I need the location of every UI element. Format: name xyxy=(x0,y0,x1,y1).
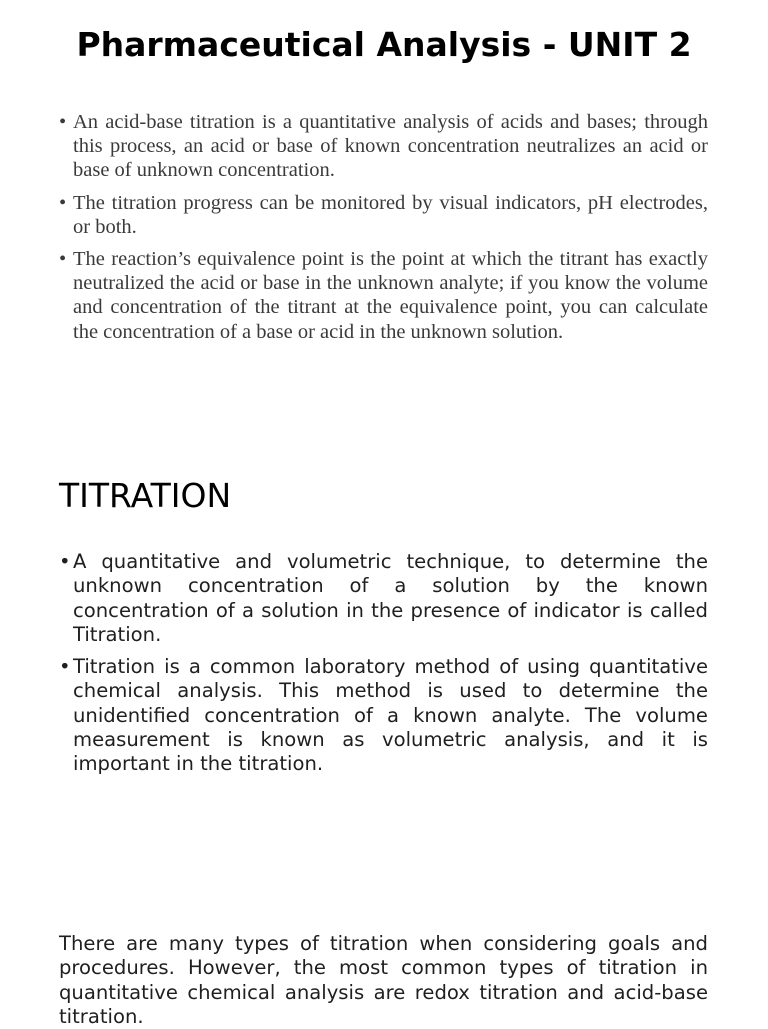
page-title: Pharmaceutical Analysis - UNIT 2 xyxy=(76,25,692,64)
titration-bullet-item: • A quantitative and volumetric technique, to determine the unknown concentration of a solution by the known concentration of a solution in the presence of indicator is called Titration. xyxy=(59,550,708,647)
titration-bullet-item: • Titration is a common laboratory method of using quantitative chemical analysis. This method is used to determine the unidentified concentration of a known analyte. The volume measurement is known as volumetric analysis, and it is important in the titration. xyxy=(59,655,708,776)
intro-bullet-item: • The titration progress can be monitored by visual indicators, pH electrodes, or both. xyxy=(59,191,708,239)
intro-bullet-item: • The reaction’s equivalence point is the point at which the titrant has exactly neutralized the acid or base in the unknown analyte; if you know the volume and concentration of the titrant at the equivalence point, you can calculate the concentration of a base or acid in the unknown solution. xyxy=(59,247,708,344)
titration-bullet-list xyxy=(59,550,708,785)
intro-bullet-list xyxy=(59,110,708,352)
intro-bullet-item: • An acid-base titration is a quantitative analysis of acids and bases; through this process, an acid or base of known concentration neutralizes an acid or base of unknown concentration. xyxy=(59,110,708,183)
section-heading: TITRATION xyxy=(59,476,232,515)
closing-paragraph: There are many types of titration when considering goals and procedures. However, the most common types of titration in quantitative chemical analysis are redox titration and acid-base titration. xyxy=(59,932,708,1028)
